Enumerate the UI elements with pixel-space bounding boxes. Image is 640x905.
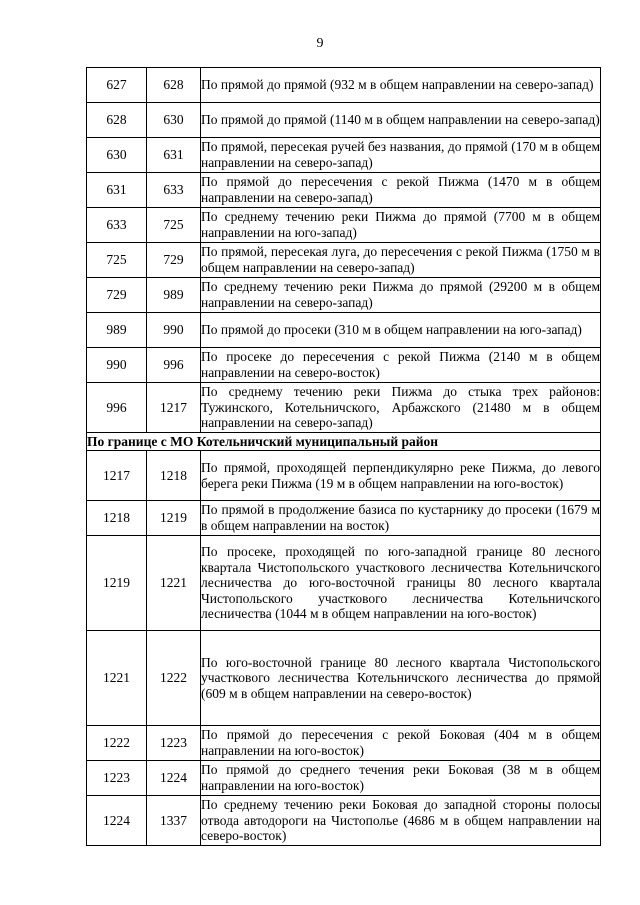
from-point-cell: 1219 bbox=[87, 536, 147, 631]
from-point-cell: 1223 bbox=[87, 761, 147, 796]
section-title: По границе с МО Котельничский муниципальный район bbox=[87, 433, 601, 451]
boundary-description-cell: По прямой, проходящей перпендикулярно реке Пижма, до левого берега реки Пижма (19 м в общем направлении на юго-восток) bbox=[201, 451, 601, 501]
to-point-cell: 1222 bbox=[147, 631, 201, 726]
from-point-cell: 631 bbox=[87, 173, 147, 208]
boundary-description-cell: По прямой до пересечения с рекой Боковая (404 м в общем направлении на юго-восток) bbox=[201, 726, 601, 761]
to-point-cell: 1337 bbox=[147, 796, 201, 846]
to-point-cell: 1218 bbox=[147, 451, 201, 501]
from-point-cell: 996 bbox=[87, 383, 147, 433]
to-point-cell: 630 bbox=[147, 103, 201, 138]
boundary-description-cell: По среднему течению реки Боковая до западной стороны полосы отвода автодороги на Чистополье (4686 м в общем направлении на северо-восток) bbox=[201, 796, 601, 846]
table-row bbox=[87, 138, 601, 173]
table-row bbox=[87, 348, 601, 383]
boundary-description-cell: По прямой, пересекая луга, до пересечения с рекой Пижма (1750 м в общем направлении на северо-запад) bbox=[201, 243, 601, 278]
table-row bbox=[87, 208, 601, 243]
to-point-cell: 729 bbox=[147, 243, 201, 278]
to-point-cell: 1223 bbox=[147, 726, 201, 761]
from-point-cell: 1221 bbox=[87, 631, 147, 726]
to-point-cell: 1221 bbox=[147, 536, 201, 631]
boundary-description-cell: По прямой до прямой (1140 м в общем направлении на северо-запад) bbox=[201, 103, 601, 138]
to-point-cell: 633 bbox=[147, 173, 201, 208]
boundary-description-cell: По прямой в продолжение базиса по кустарнику до просеки (1679 м в общем направлении на восток) bbox=[201, 501, 601, 536]
to-point-cell: 990 bbox=[147, 313, 201, 348]
to-point-cell: 1219 bbox=[147, 501, 201, 536]
table-row bbox=[87, 536, 601, 631]
table-row bbox=[87, 383, 601, 433]
boundary-description-cell: По просеке, проходящей по юго-западной границе 80 лесного квартала Чистопольского участкового лесничества Котельничского лесничества до юго-восточной границы 80 лесного квартала Чистопольского участкового лесничества Котельничского лесничества (1044 м в общем направлении на юго-восток) bbox=[201, 536, 601, 631]
from-point-cell: 729 bbox=[87, 278, 147, 313]
table-row bbox=[87, 501, 601, 536]
from-point-cell: 989 bbox=[87, 313, 147, 348]
table-row bbox=[87, 726, 601, 761]
boundary-description-cell: По прямой до пересечения с рекой Пижма (1470 м в общем направлении на северо-запад) bbox=[201, 173, 601, 208]
boundary-description-cell: По просеке до пересечения с рекой Пижма (2140 м в общем направлении на северо-восток) bbox=[201, 348, 601, 383]
from-point-cell: 1222 bbox=[87, 726, 147, 761]
from-point-cell: 1224 bbox=[87, 796, 147, 846]
from-point-cell: 1217 bbox=[87, 451, 147, 501]
to-point-cell: 631 bbox=[147, 138, 201, 173]
boundary-description-cell: По среднему течению реки Пижма до стыка трех районов: Тужинского, Котельничского, Арбажского (21480 м в общем направлении на северо-запад) bbox=[201, 383, 601, 433]
boundary-description-cell: По прямой до просеки (310 м в общем направлении на юго-запад) bbox=[201, 313, 601, 348]
to-point-cell: 628 bbox=[147, 68, 201, 103]
table-row bbox=[87, 631, 601, 726]
from-point-cell: 633 bbox=[87, 208, 147, 243]
table-row bbox=[87, 313, 601, 348]
boundary-description-cell: По среднему течению реки Пижма до прямой (7700 м в общем направлении на юго-запад) bbox=[201, 208, 601, 243]
from-point-cell: 630 bbox=[87, 138, 147, 173]
table-row bbox=[87, 103, 601, 138]
boundary-description-cell: По прямой, пересекая ручей без названия, до прямой (170 м в общем направлении на северо-запад) bbox=[201, 138, 601, 173]
page-number: 9 bbox=[316, 36, 324, 51]
to-point-cell: 996 bbox=[147, 348, 201, 383]
table-row bbox=[87, 278, 601, 313]
from-point-cell: 628 bbox=[87, 103, 147, 138]
to-point-cell: 1217 bbox=[147, 383, 201, 433]
table-row bbox=[87, 173, 601, 208]
boundary-description-cell: По среднему течению реки Пижма до прямой (29200 м в общем направлении на северо-запад) bbox=[201, 278, 601, 313]
from-point-cell: 990 bbox=[87, 348, 147, 383]
table-row bbox=[87, 796, 601, 846]
section-header-row bbox=[87, 433, 601, 451]
table-row bbox=[87, 761, 601, 796]
to-point-cell: 989 bbox=[147, 278, 201, 313]
to-point-cell: 1224 bbox=[147, 761, 201, 796]
boundary-table-body bbox=[87, 68, 601, 846]
from-point-cell: 627 bbox=[87, 68, 147, 103]
from-point-cell: 1218 bbox=[87, 501, 147, 536]
table-row bbox=[87, 243, 601, 278]
boundary-table bbox=[86, 67, 601, 846]
from-point-cell: 725 bbox=[87, 243, 147, 278]
boundary-description-cell: По прямой до прямой (932 м в общем направлении на северо-запад) bbox=[201, 68, 601, 103]
to-point-cell: 725 bbox=[147, 208, 201, 243]
boundary-description-cell: По юго-восточной границе 80 лесного квартала Чистопольского участкового лесничества Котельничского лесничества до прямой (609 м в общем направлении на северо-восток) bbox=[201, 631, 601, 726]
table-row bbox=[87, 451, 601, 501]
table-row bbox=[87, 68, 601, 103]
boundary-description-cell: По прямой до среднего течения реки Боковая (38 м в общем направлении на юго-восток) bbox=[201, 761, 601, 796]
